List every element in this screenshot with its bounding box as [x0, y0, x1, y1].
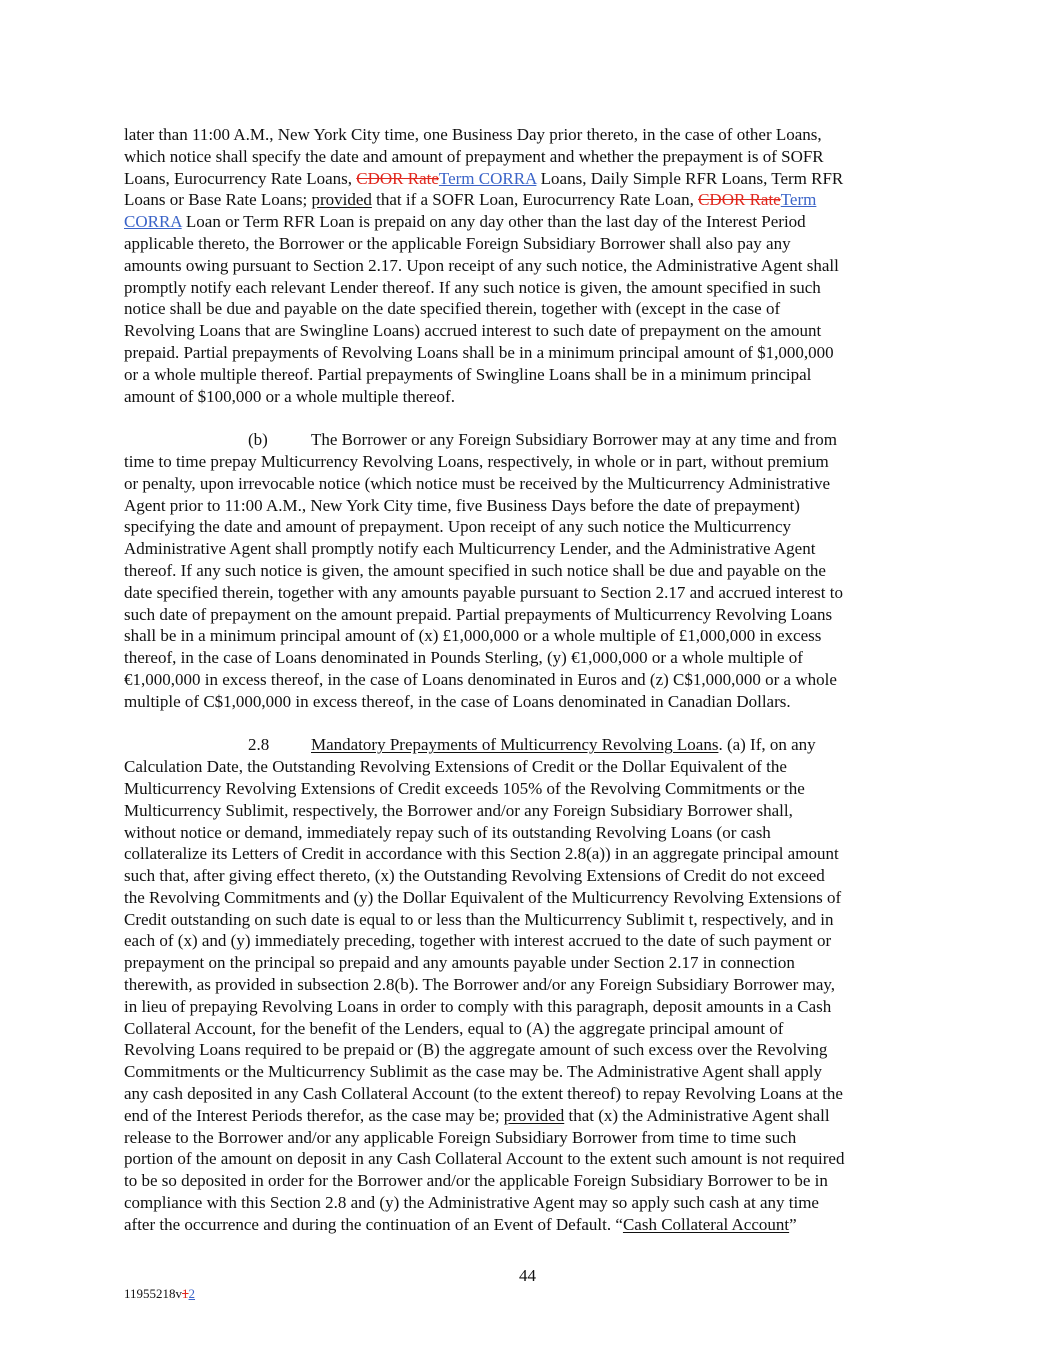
text-line [124, 189, 934, 211]
text-line: Revolving Loans required to be prepaid or (B) the aggregate amount of such excess over the Revolving [124, 1040, 828, 1060]
text-line: Agent prior to 11:00 A.M., New York City time, five Business Days before the date of prepayment) [124, 495, 800, 515]
text-line: such date of prepayment on the amount prepaid. Partial prepayments of Multicurrency Revolving Loans [124, 604, 833, 624]
text-line: amounts owing pursuant to Section 2.17. Upon receipt of any such notice, the Administrative Agent shall [124, 255, 839, 275]
text-run: after the occurrence and during the continuation of an Event of Default. “ [124, 1214, 623, 1234]
text-line: Commitments or the Multicurrency Sublimit as the case may be. The Administrative Agent shall apply [124, 1062, 822, 1082]
document-body [124, 124, 934, 1236]
text-line [124, 734, 934, 756]
text-line: therewith, as provided in subsection 2.8(b). The Borrower and/or any Foreign Subsidiary Borrower may, [124, 975, 836, 995]
text-line [124, 211, 934, 233]
document-id [124, 1286, 195, 1302]
document-id-base: 11955218v [124, 1286, 183, 1301]
paragraph-continuation [124, 124, 934, 407]
paragraph-spacer [124, 713, 934, 735]
text-line: multiple of C$1,000,000 in excess thereof, in the case of Loans denominated in Canadian Dollars. [124, 691, 791, 711]
text-run: that if a SOFR Loan, Eurocurrency Rate Loan, [371, 190, 699, 210]
section-heading: Mandatory Prepayments of Multicurrency Revolving Loans [311, 735, 719, 755]
paragraph-b [124, 429, 934, 712]
text-run: Loans, Daily Simple RFR Loans, Term RFR [536, 168, 844, 188]
text-run: ” [789, 1214, 797, 1234]
text-line: in lieu of prepaying Revolving Loans in order to comply with this paragraph, deposit amounts in a Cash [124, 996, 832, 1016]
text-run: end of the Interest Periods therefor, as the case may be; [124, 1105, 504, 1125]
text-line: Multicurrency Sublimit, respectively, the Borrower and/or any Foreign Subsidiary Borrower shall, [124, 800, 793, 820]
text-line: specifying the date and amount of prepayment. Upon receipt of any such notice the Multicurrency [124, 517, 792, 537]
text-line: release to the Borrower and/or any applicable Foreign Subsidiary Borrower from time to time such [124, 1127, 797, 1147]
inserted-text: Term CORRA [438, 168, 537, 188]
text-line: promptly notify each relevant Lender thereof. If any such notice is given, the amount specified in such [124, 277, 821, 297]
text-line: Calculation Date, the Outstanding Revolving Extensions of Credit or the Dollar Equivalent of the [124, 757, 787, 777]
provided-term: provided [311, 190, 372, 210]
text-line: Collateral Account, for the benefit of the Lenders, equal to (A) the aggregate principal amount of [124, 1018, 784, 1038]
text-line: any cash deposited in any Cash Collateral Account (to the extent thereof) to repay Revolving Loans at the [124, 1084, 843, 1104]
text-run: that (x) the Administrative Agent shall [564, 1105, 830, 1125]
text-line: shall be in a minimum principal amount of (x) £1,000,000 or a whole multiple of £1,000,000 in excess [124, 626, 822, 646]
deleted-text: 1 [182, 1286, 189, 1301]
text-line: thereof, in the case of Loans denominated in Pounds Sterling, (y) €1,000,000 or a whole multiple of [124, 648, 803, 668]
deleted-text: CDOR Rate [698, 190, 781, 210]
text-line: time to time prepay Multicurrency Revolving Loans, respectively, in whole or in part, without premium [124, 451, 829, 471]
text-line: Credit outstanding on such date is equal to or less than the Multicurrency Sublimit t, respectively, and in [124, 909, 834, 929]
inserted-text: Term [780, 190, 817, 210]
paragraph-label: (b) [248, 430, 268, 450]
text-line: Administrative Agent shall promptly notify each Multicurrency Lender, and the Administrative Agent [124, 539, 816, 559]
text-line: or penalty, upon irrevocable notice (which notice must be received by the Multicurrency Administrative [124, 473, 831, 493]
section-number: 2.8 [248, 735, 270, 755]
inserted-text: 2 [188, 1286, 196, 1301]
text-line: applicable thereto, the Borrower or the applicable Foreign Subsidiary Borrower shall also pay any [124, 233, 791, 253]
text-line: Revolving Loans that are Swingline Loans) accrued interest to such date of prepayment on the amount [124, 321, 822, 341]
text-line: the Revolving Commitments and (y) the Dollar Equivalent of the Multicurrency Revolving Extensions of [124, 887, 842, 907]
section-2-8 [124, 734, 934, 1235]
defined-term: Cash Collateral Account [622, 1214, 790, 1234]
text-line: collateralize its Letters of Credit in accordance with this Section 2.8(a)) in an aggregate principal amount [124, 844, 839, 864]
text-line: Multicurrency Revolving Extensions of Credit exceeds 105% of the Revolving Commitments or the [124, 778, 805, 798]
text-run: Loans or Base Rate Loans; [124, 190, 312, 210]
text-line: which notice shall specify the date and amount of prepayment and whether the prepayment is of SOFR [124, 146, 824, 166]
text-line [124, 429, 934, 451]
text-line: compliance with this Section 2.8 and (y) the Administrative Agent may so apply such cash at any time [124, 1193, 819, 1213]
provided-term: provided [503, 1105, 565, 1125]
text-line: date specified therein, together with any amounts payable pursuant to Section 2.17 and accrued interest to [124, 582, 843, 602]
text-line: without notice or demand, immediately repay such of its outstanding Revolving Loans (or cash [124, 822, 771, 842]
text-line: €1,000,000 in excess thereof, in the case of Loans denominated in Euros and (z) C$1,000,000 or a whole [124, 669, 837, 689]
text-run: . (a) If, on any [718, 735, 816, 755]
text-run: Loan or Term RFR Loan is prepaid on any day other than the last day of the Interest Period [181, 212, 806, 232]
text-line: to be so deposited in order for the Borrower and/or the applicable Foreign Subsidiary Borrower to be in [124, 1171, 828, 1191]
paragraph-spacer [124, 407, 934, 429]
text-line [124, 1105, 934, 1127]
text-line: notice shall be due and payable on the date specified therein, together with (except in the case of [124, 299, 781, 319]
text-line: prepayment on the principal so prepaid and any amounts payable under Section 2.17 in connection [124, 953, 795, 973]
text-line: or a whole multiple thereof. Partial prepayments of Swingline Loans shall be in a minimum principal [124, 364, 812, 384]
text-line: thereof. If any such notice is given, the amount specified in such notice shall be due and payable on the [124, 560, 826, 580]
text-run: The Borrower or any Foreign Subsidiary Borrower may at any time and from [311, 430, 837, 450]
text-line: each of (x) and (y) immediately preceding, together with interest accrued to the date of such payment or [124, 931, 832, 951]
text-line: prepaid. Partial prepayments of Revolving Loans shall be in a minimum principal amount of $1,000,000 [124, 342, 834, 362]
text-run: Loans, Eurocurrency Rate Loans, [124, 168, 357, 188]
text-line: such that, after giving effect thereto, (x) the Outstanding Revolving Extensions of Credit do not exceed [124, 866, 825, 886]
text-line: amount of $100,000 or a whole multiple thereof. [124, 386, 455, 406]
deleted-text: CDOR Rate [356, 168, 439, 188]
text-line [124, 168, 934, 190]
text-line: later than 11:00 A.M., New York City time, one Business Day prior thereto, in the case of other Loans, [124, 125, 822, 144]
text-line: portion of the amount on deposit in any Cash Collateral Account to the extent such amount is not required [124, 1149, 845, 1169]
page-number: 44 [519, 1266, 536, 1285]
inserted-text: CORRA [124, 212, 182, 232]
text-line [124, 1214, 934, 1236]
